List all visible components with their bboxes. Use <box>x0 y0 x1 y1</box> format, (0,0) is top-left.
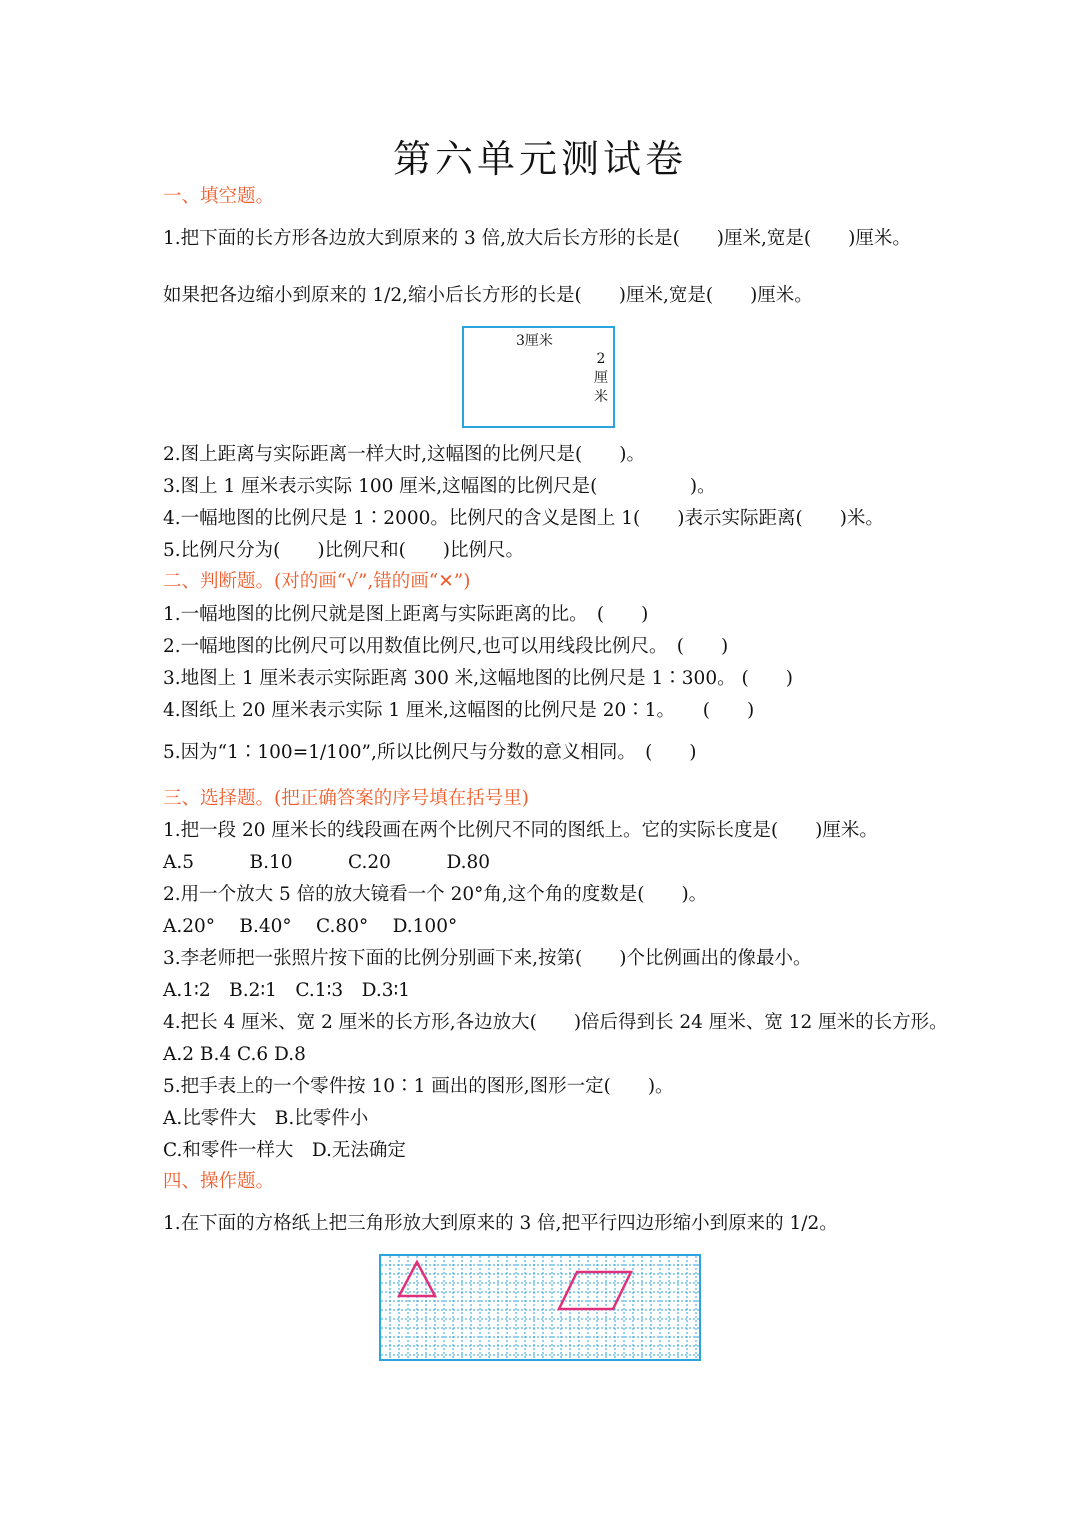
section-operate-heading: 四、操作题。 <box>163 1171 275 1192</box>
choice-question-5: 5.把手表上的一个零件按 10∶1 画出的图形,图形一定( )。 <box>163 1076 674 1097</box>
grid-paper <box>379 1254 701 1361</box>
fill-question-1a: 1.把下面的长方形各边放大到原来的 3 倍,放大后长方形的长是( )厘米,宽是( )厘米。 <box>163 228 911 249</box>
triangle-shape <box>399 1262 435 1296</box>
choice-question-3: 3.李老师把一张照片按下面的比例分别画下来,按第( )个比例画出的像最小。 <box>163 948 812 969</box>
choice-question-1: 1.把一段 20 厘米长的线段画在两个比例尺不同的图纸上。它的实际长度是( )厘米。 <box>163 820 878 841</box>
choice-options-5b: C.和零件一样大 D.无法确定 <box>163 1140 406 1161</box>
operate-question-1: 1.在下面的方格纸上把三角形放大到原来的 3 倍,把平行四边形缩小到原来的 1/2。 <box>163 1213 838 1234</box>
fill-question-3: 3.图上 1 厘米表示实际 100 厘米,这幅图的比例尺是( )。 <box>163 476 716 497</box>
judge-question-4: 4.图纸上 20 厘米表示实际 1 厘米,这幅图的比例尺是 20∶1。 ( ) <box>163 700 755 721</box>
choice-options-4: A.2 B.4 C.6 D.8 <box>163 1044 306 1065</box>
page-title: 第六单元测试卷 <box>392 137 687 181</box>
grid-lines <box>381 1256 699 1359</box>
fill-question-2: 2.图上距离与实际距离一样大时,这幅图的比例尺是( )。 <box>163 444 645 465</box>
choice-question-2: 2.用一个放大 5 倍的放大镜看一个 20°角,这个角的度数是( )。 <box>163 884 708 905</box>
rect-height-label: 2厘米 <box>594 351 608 405</box>
fill-question-1b: 如果把各边缩小到原来的 1/2,缩小后长方形的长是( )厘米,宽是( )厘米。 <box>163 285 813 306</box>
choice-options-3: A.1∶2 B.2∶1 C.1∶3 D.3∶1 <box>163 980 411 1001</box>
choice-options-2: A.20° B.40° C.80° D.100° <box>163 916 458 937</box>
choice-options-1: A.5 B.10 C.20 D.80 <box>163 852 491 873</box>
section-fill-heading: 一、填空题。 <box>163 186 275 207</box>
section-choice-heading: 三、选择题。(把正确答案的序号填在括号里) <box>163 788 529 809</box>
rect-width-label: 3厘米 <box>516 333 553 349</box>
judge-question-2: 2.一幅地图的比例尺可以用数值比例尺,也可以用线段比例尺。 ( ) <box>163 636 729 657</box>
section-judge-heading: 二、判断题。(对的画“√”,错的画“✕”) <box>163 571 471 592</box>
fill-question-5: 5.比例尺分为( )比例尺和( )比例尺。 <box>163 540 525 561</box>
judge-question-1: 1.一幅地图的比例尺就是图上距离与实际距离的比。 ( ) <box>163 604 649 625</box>
rectangle-figure <box>462 326 615 428</box>
choice-options-5a: A.比零件大 B.比零件小 <box>163 1108 369 1129</box>
judge-question-5: 5.因为“1∶100=1/100”,所以比例尺与分数的意义相同。 ( ) <box>163 742 697 763</box>
choice-question-4: 4.把长 4 厘米、宽 2 厘米的长方形,各边放大( )倍后得到长 24 厘米、宽 12 厘米的长方形。 <box>163 1012 948 1033</box>
judge-question-3: 3.地图上 1 厘米表示实际距离 300 米,这幅地图的比例尺是 1∶300。 ( ) <box>163 668 793 689</box>
fill-question-4: 4.一幅地图的比例尺是 1∶2000。比例尺的含义是图上 1( )表示实际距离( )米。 <box>163 508 884 529</box>
grid-svg <box>381 1256 699 1359</box>
